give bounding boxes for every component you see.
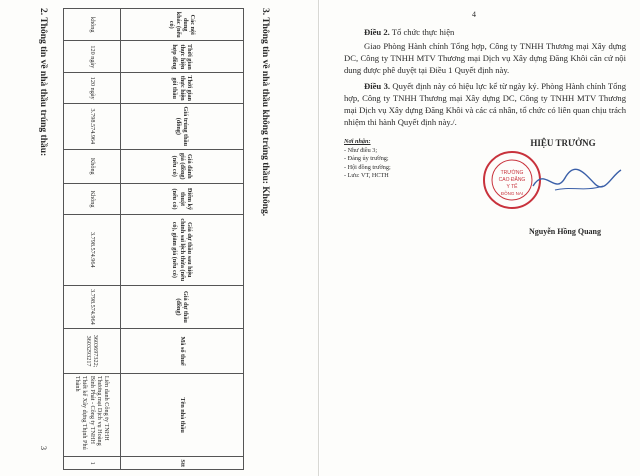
table-cell: 3.798.574.964	[64, 104, 121, 149]
table-cell: không	[64, 9, 121, 41]
table-header: Giá đánh giá (đồng) (nếu có)	[121, 149, 244, 183]
article3-text: Quyết định này có hiệu lực kể từ ngày ký. Phòng Hành chính Tổng hợp, Công ty TNHH Thương mại Xây dựng DC, Công ty TNHH MTV Thương mại Dịch vụ Xây dựng Đăng Khôi và các cá nhân, tổ chức có liên quan chịu trách nhiệm thi hành Quyết định này./.	[344, 81, 627, 127]
table-header: Thời gian thực hiện hợp đồng	[121, 41, 244, 73]
svg-text:CAO ĐẲNG: CAO ĐẲNG	[498, 177, 526, 183]
article2-heading	[344, 26, 626, 38]
right-page	[320, 0, 640, 476]
left-page	[0, 0, 319, 476]
svg-text:TRƯỜNG: TRƯỜNG	[500, 170, 524, 176]
table-cell: Liên danh Công ty TNHH Thương mại Dịch vụ Hoàng Bình Phát - Công ty TNHH Thiết kế Xây dựng Thịnh Phú Thành	[64, 373, 121, 457]
section3-heading: 3. Thông tin về nhà thầu không trúng thầu: Không.	[260, 8, 270, 217]
table-header: Mã số thuế	[121, 329, 244, 374]
table-cell: 3.798.574.964	[64, 215, 121, 286]
article3-label: Điều 3.	[364, 81, 391, 91]
article2-label: Điều 2.	[364, 27, 390, 37]
table-cell: Không	[64, 149, 121, 183]
table-cell: 1	[64, 457, 121, 470]
recipients-block	[344, 138, 464, 181]
article2-text: Giao Phòng Hành chính Tổng hợp, Công ty TNHH Thương mại Xây dựng DC, Công ty TNHH MTV Thương mại Dịch vụ Xây dựng Đăng Khôi căn cứ nội dung được phê duyệt tại Điều 1 Quyết định này.	[344, 41, 626, 75]
table-row	[64, 9, 121, 470]
table-header: Giá dự thầu (đồng)	[121, 285, 244, 329]
recipient-item: - Lưu: VT, HCTH	[344, 172, 389, 180]
article3-body	[344, 80, 626, 128]
table-cell: Không	[64, 183, 121, 214]
table-header: Thời gian thực hiện gói thầu	[121, 73, 244, 104]
recipient-item: - Như điều 3;	[344, 146, 378, 154]
bid-result-table	[63, 8, 244, 470]
table-cell: 3603697322; 3603293217	[64, 329, 121, 374]
recipients-title: Nơi nhận:	[344, 138, 371, 145]
table-cell: 3.798.574.964	[64, 285, 121, 329]
table-header: Điểm kỹ thuật (nếu có)	[121, 183, 244, 214]
signer-name: Nguyễn Hồng Quang	[528, 227, 602, 236]
signature-icon	[525, 156, 625, 206]
signer-title: HIỆU TRƯỞNG	[530, 138, 596, 148]
article2-body	[344, 40, 626, 76]
table-header: Giá dự thầu sau hiệu chỉnh sai lệch thừa (nếu có), giảm giá (nếu có)	[121, 215, 244, 286]
table-cell: 120 ngày	[64, 73, 121, 104]
table-header: Giá trúng thầu (đồng)	[121, 104, 244, 149]
table-header: Tên nhà thầu	[121, 373, 244, 457]
svg-text:Y TẾ: Y TẾ	[506, 184, 518, 190]
recipient-item: - Hội đồng trường;	[344, 163, 391, 171]
table-header: Stt	[121, 457, 244, 470]
article2-title: Tổ chức thực hiện	[391, 27, 455, 37]
svg-text:ĐỒNG NAI: ĐỒNG NAI	[500, 191, 524, 196]
recipient-item: - Đảng ủy trường;	[344, 155, 389, 163]
table-header-row	[121, 9, 244, 470]
page-number-right: 4	[472, 10, 476, 19]
table-cell: 120 ngày	[64, 41, 121, 73]
section2-heading: 2. Thông tin về nhà thầu trúng thầu:	[38, 8, 48, 157]
page-number-left: 3	[39, 446, 48, 450]
table-header: Các nội dung khác (nếu có)	[121, 9, 244, 41]
rotated-content	[0, 0, 318, 476]
